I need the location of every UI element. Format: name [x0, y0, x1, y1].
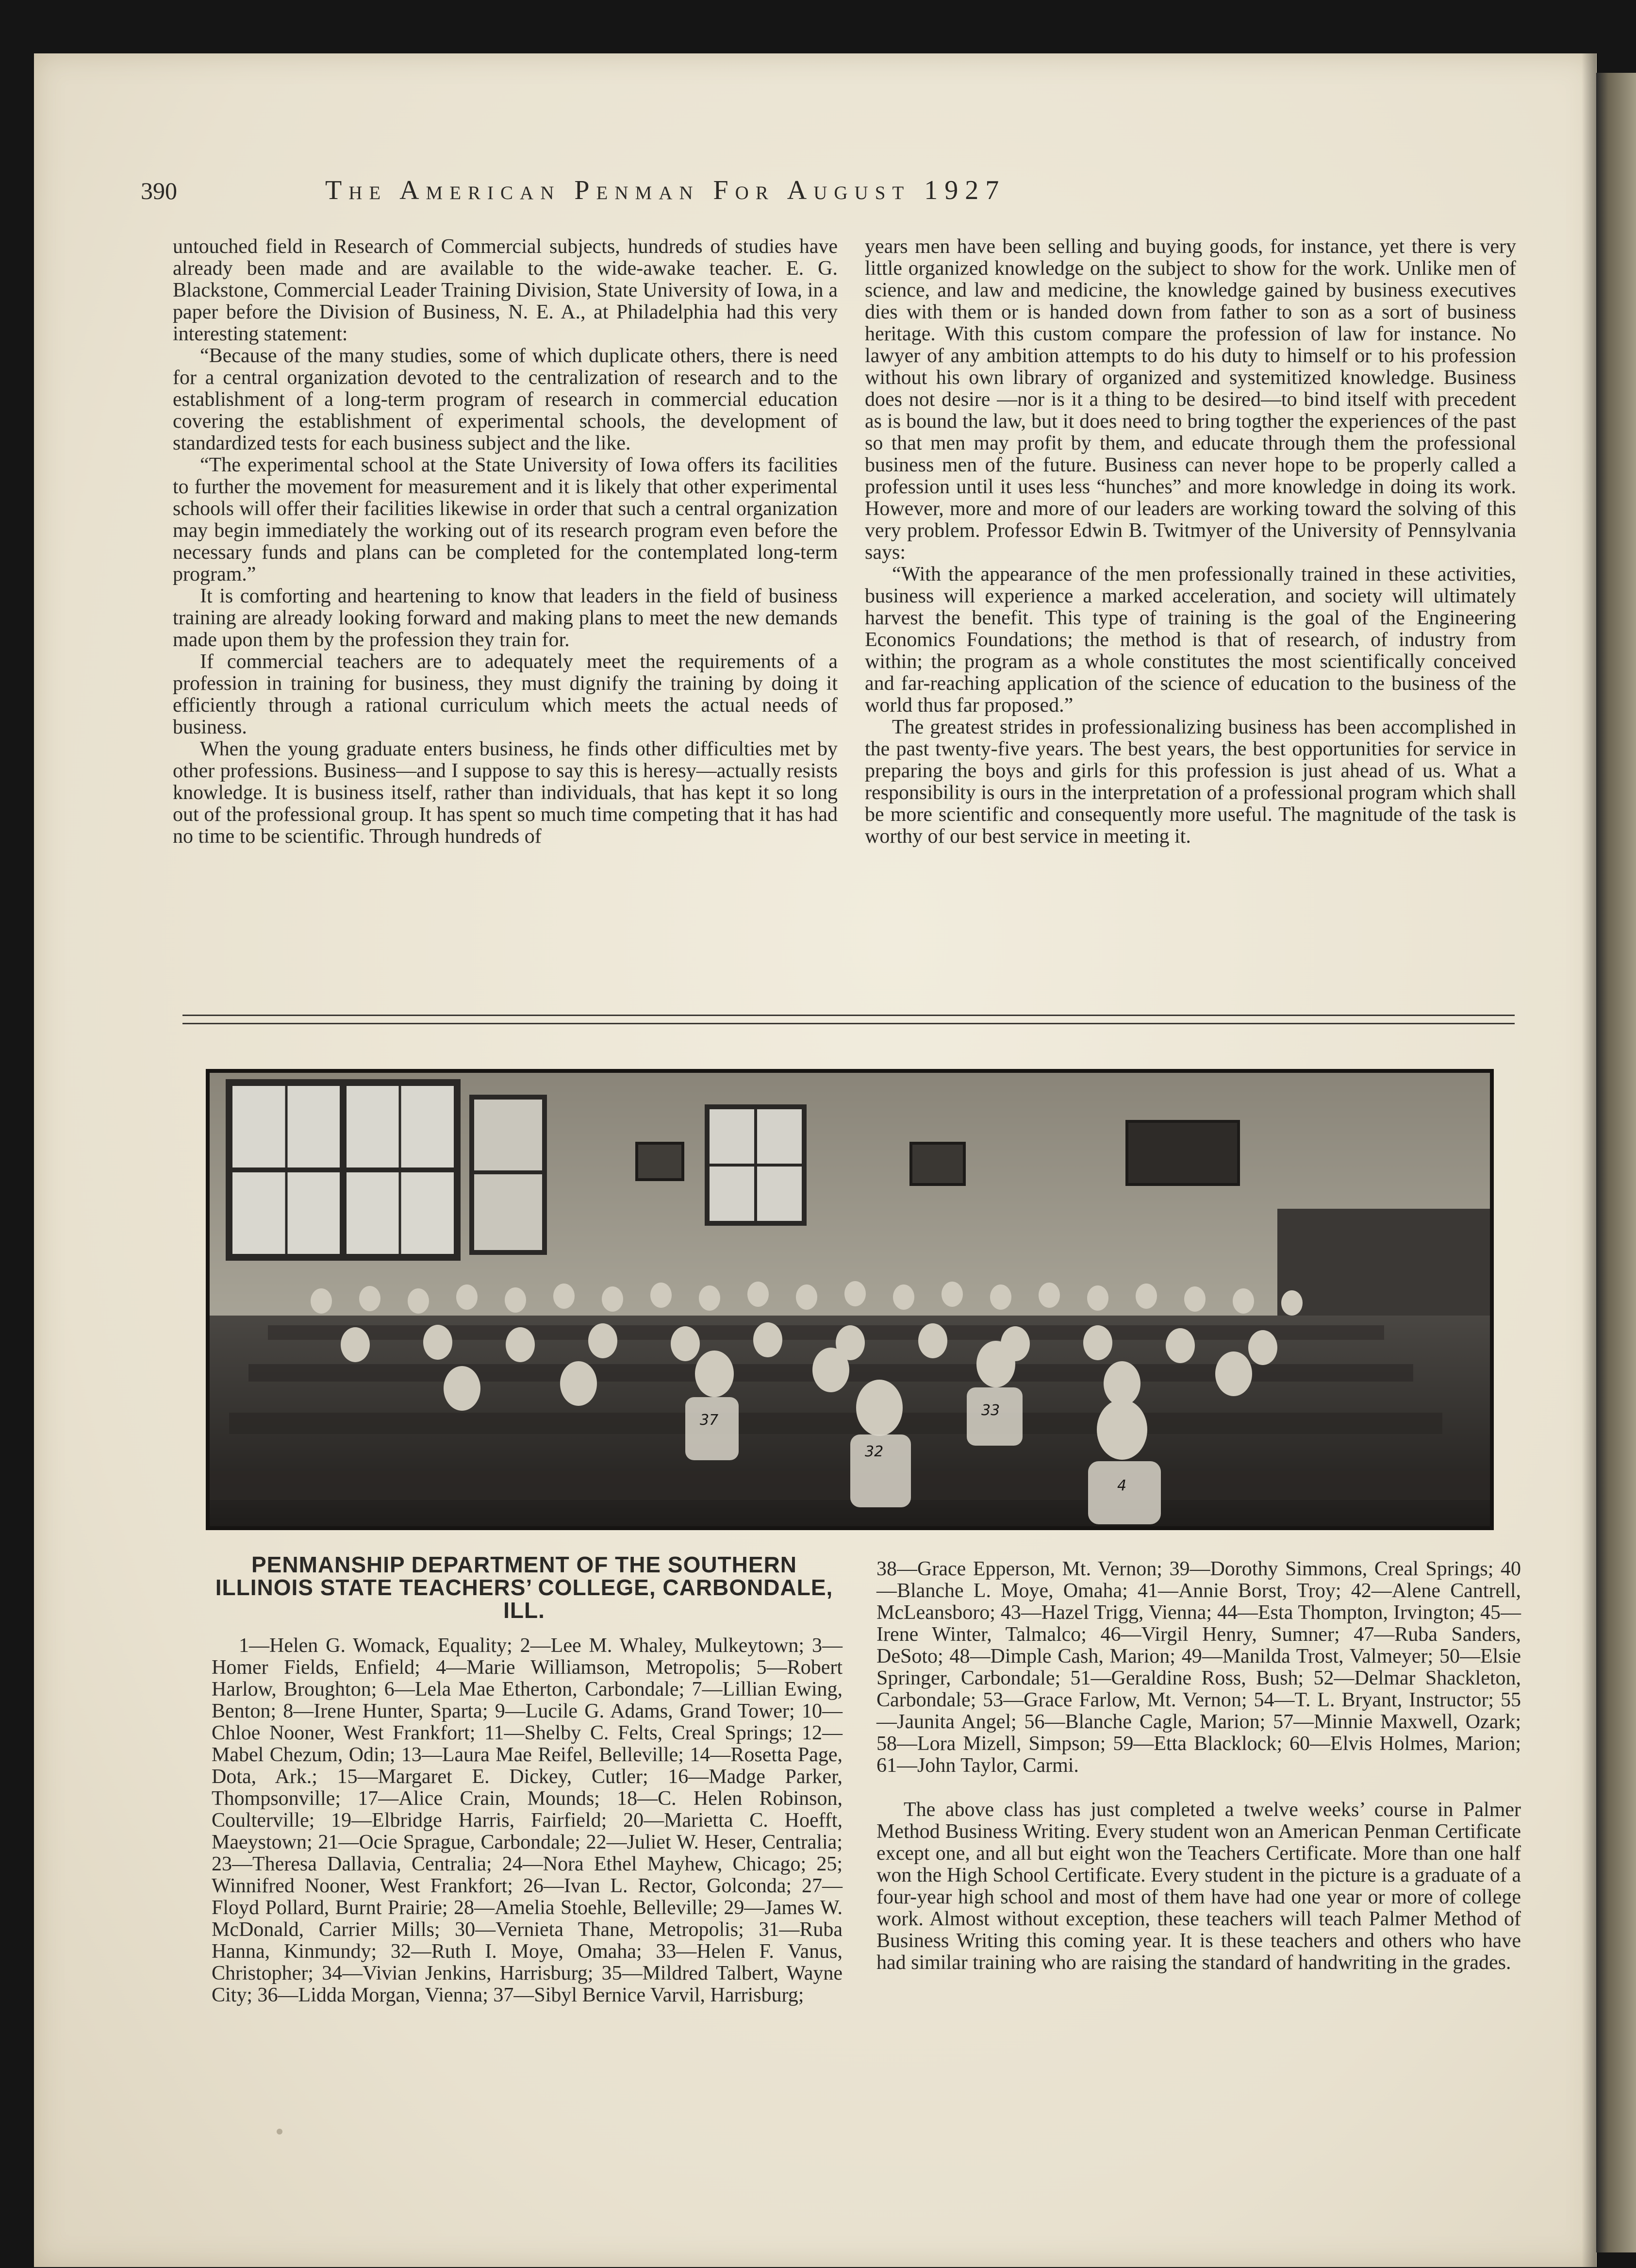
article-paragraph: “With the appearance of the men professionally trained in these activities, business will experience a marked acceleration, and society will ultimately harvest the benefit. This type of training is the goal of the Engineering Economics Foundations; the method is that of research, of industry from within; the program as a whole constitutes the most scientifically conceived and far-reaching application of the science of education to the business of the world thus far proposed.” [865, 563, 1516, 717]
left-windows [229, 1083, 545, 1257]
classroom-photo-illustration [210, 1073, 1490, 1526]
article-column-left [173, 236, 838, 848]
article-paragraph: The greatest strides in professionalizing business has been accomplished in the past twenty-five years. The best years, the best opportunities for service in preparing the boys and girls for this profession is just ahead of us. What a responsibility is ours in the interpretation of a professional program which shall be more scientific and consequently more useful. The magnitude of the task is worthy of our best service in meeting it. [865, 716, 1516, 848]
photo-caption-title: PENMANSHIP DEPARTMENT OF THE SOUTHERN ILLINOIS STATE TEACHERS’ COLLEGE, CARBONDALE, ILL. [215, 1552, 833, 1623]
right-window [707, 1107, 804, 1223]
desk-number-label: 4 [1117, 1477, 1127, 1494]
article-column-right [865, 236, 1516, 848]
caption-names-left [212, 1635, 843, 2006]
article-paragraph: “Because of the many studies, some of which duplicate others, there is need for a central organization devoted to the centralization of research and to the establishment of a long-term program of research in commercial education covering the establishment of experimental schools, the development of standardized tests for each business subject and the like. [173, 345, 838, 454]
running-title: The American Penman For August 1927 [325, 175, 1006, 205]
page-number: 390 [141, 177, 177, 204]
spine-shadow [1582, 53, 1596, 2267]
caption-closing-paragraph: The above class has just completed a twelve weeks’ course in Palmer Method Business Writing. Every student won an American Penman Certificate except one, and all but eight won the Teachers Certificate. More than one half won the High School Certificate. Every student in the picture is a graduate of a four-year high school and most of them have had one year or more of college work. Almost without exception, these teachers will teach Palmer Method of Business Writing this coming year. It is these teachers and others who have had similar training who are raising the standard of handwriting in the grades. [876, 1799, 1521, 1974]
wall-picture [637, 1143, 683, 1180]
desk-number-label: 33 [981, 1402, 1000, 1419]
article-paragraph: years men have been selling and buying goods, for instance, yet there is very little organized knowledge on the subject to show for the work. Unlike men of science, and law and medicine, the knowledge gained by business executives dies with them or is handed down from father to son as a sort of business heritage. With this custom compare the profession of law for instance. No lawyer of any ambition attempts to do his duty to himself or to his profession without his own library of organized and systemitized knowledge. Business does not desire —nor is it a thing to be desired—to bind itself with precedent as is bound the law, but it does need to bring togther the experiences of the past so that men may profit by them, and educate through them the professional business men of the future. Business can never hope to be properly called a profession until it uses less “hunches” and more knowledge in doing its work. However, more and more of our leaders are working toward the solving of this very problem. Professor Edwin B. Twitmyer of the University of Pennsylvania says: [865, 235, 1516, 564]
page-header [141, 175, 1267, 214]
article-paragraph: It is comforting and heartening to know that leaders in the field of business training are already looking forward and making plans to meet the new demands made upon them by the profession they train for. [173, 585, 838, 651]
wall-picture [1127, 1121, 1239, 1184]
article-paragraph: When the young graduate enters business, he finds other difficulties met by other professions. Business—and I suppose to say this is heresy—actually resists knowledge. It is business itself, rather than individuals, that has kept it so long out of the professional group. It has spent so much time competing that it has had no time to be scientific. Through hundreds of [173, 738, 838, 848]
caption-names: 38—Grace Epperson, Mt. Vernon; 39—Dorothy Simmons, Creal Springs; 40—Blanche L. Moye, Omaha; 41—Annie Borst, Troy; 42—Alene Cantrell, McLeansboro; 43—Hazel Trigg, Vienna; 44—Esta Thompton, Irvington; 45—Irene Winter, Talmalco; 46—Virgil Henry, Sumner; 47—Ruba Sanders, DeSoto; 48—Dimple Cash, Marion; 49—Manilda Trost, Valmeyer; 50—Elsie Springer, Carbondale; 51—Geraldine Ross, Bush; 52—Delmar Shackleton, Carbondale; 53—Grace Farlow, Mt. Vernon; 54—T. L. Bryant, Instructor; 55—Jaunita Angel; 56—Blanche Cagle, Marion; 57—Minnie Maxwell, Ozark; 58—Lora Mizell, Simpson; 59—Etta Blacklock; 60—Elvis Holmes, Marion; 61—John Taylor, Carmi. [876, 1558, 1521, 1777]
wall-picture [911, 1143, 964, 1184]
ink-smudge [277, 2129, 282, 2135]
caption-names: 1—Helen G. Womack, Equality; 2—Lee M. Whaley, Mulkeytown; 3—Homer Fields, Enfield; 4—Marie Williamson, Metropolis; 5—Robert Harlow, Broughton; 6—Lela Mae Etherton, Carbondale; 7—Lillian Ewing, Benton; 8—Irene Hunter, Sparta; 9—Lucile G. Adams, Grand Tower; 10—Chloe Nooner, West Frankfort; 11—Shelby C. Felts, Creal Springs; 12—Mabel Chezum, Odin; 13—Laura Mae Reifel, Belleville; 14—Rosetta Page, Dota, Ark.; 15—Margaret E. Dickey, Cutler; 16—Madge Parker, Thompsonville; 17—Alice Crain, Mounds; 18—C. Helen Robinson, Coulterville; 19—Elbridge Harris, Fairfield; 20—Marietta C. Hoefft, Maeystown; 21—Ocie Sprague, Carbondale; 22—Juliet W. Heser, Centralia; 23—Theresa Dallavia, Centralia; 24—Nora Ethel Mayhew, Chicago; 25; Winnifred Nooner, West Frankfort; 26—Ivan L. Rector, Golconda; 27—Floyd Pollard, Burnt Prairie; 28—Amelia Stoehle, Belleville; 29—James W. McDonald, Carrier Mills; 30—Vernieta Thane, Metropolis; 31—Ruba Hanna, Kinmundy; 32—Ruth I. Moye, Omaha; 33—Helen F. Vanus, Christopher; 34—Vivian Jenkins, Harrisburg; 35—Mildred Talbert, Wayne City; 36—Lidda Morgan, Vienna; 37—Sibyl Bernice Varvil, Harrisburg; [212, 1634, 843, 2006]
article-paragraph: “The experimental school at the State University of Iowa offers its facilities to further the movement for measurement and it is likely that other experimental schools will offer their facilities likewise in order that such a central organization may begin immediately the working out of its research program even before the necessary funds and plans can be completed for the contemplated long-term program.” [173, 454, 838, 585]
double-rule-divider [182, 1015, 1515, 1024]
article-paragraph: If commercial teachers are to adequately meet the requirements of a profession in training for business, they must dignify the training by doing it efficiently through a rational curriculum which meets the actual needs of business. [173, 650, 838, 738]
adjacent-page-edge [1596, 73, 1636, 2252]
desk-number-label: 37 [700, 1412, 719, 1429]
article-paragraph: untouched field in Research of Commercial subjects, hundreds of studies have already been made and are available to the wide-awake teacher. E. G. Blackstone, Commercial Leader Training Division, State University of Iowa, in a paper before the Division of Business, N. E. A., at Philadelphia had this very interesting statement: [173, 235, 838, 345]
desk-number-label: 32 [865, 1443, 884, 1460]
caption-names-right [876, 1558, 1521, 1974]
class-photograph [206, 1069, 1494, 1530]
